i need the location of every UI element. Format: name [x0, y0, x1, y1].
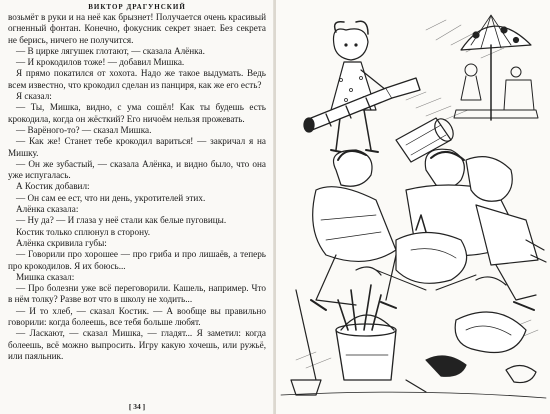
- paragraph: — Ласкают, — сказал Мишка, — гладят... Я заметил: когда болеешь, всё можно выпросить. Игру какую хочешь, или ружьё, или паяльник.: [8, 328, 266, 361]
- page-number: [ 34 ]: [128, 402, 146, 411]
- paragraph: Алёнка скривила губы:: [16, 237, 107, 248]
- ground-line: [281, 392, 546, 398]
- paragraph: возьмёт в руки и на неё как брызнет! Получается очень красивый огненный фонтан. Конечно, фокусник секрет знает. Без секрета не берись, ничего не получится.: [8, 12, 266, 45]
- running-head: ВИКТОР ДРАГУНСКИЙ: [88, 3, 186, 11]
- body-text: [8, 12, 266, 362]
- paragraph: Мишка сказал:: [16, 271, 75, 282]
- paragraph: Я сказал:: [16, 91, 52, 102]
- umbrella: [461, 15, 531, 120]
- left-page: [0, 0, 274, 414]
- children-group: [311, 149, 538, 310]
- girl-figure: [331, 21, 386, 152]
- paragraph: А Костик добавил:: [16, 181, 90, 192]
- illustration: [276, 0, 550, 414]
- paragraph: — Он же зубастый, — сказала Алёнка, и видно было, что она уже испугалась.: [8, 158, 266, 181]
- bucket: [336, 285, 396, 380]
- right-page: [276, 0, 550, 414]
- paragraph: — Как же! Станет тебе крокодил вариться! — закричал я на Мишку.: [8, 136, 266, 158]
- paragraph: — И то хлеб, — сказал Костик. — А вообще вы правильно говорили: когда болеешь, все тебя больше любят.: [8, 305, 266, 328]
- paragraph: Алёнка сказала:: [16, 204, 79, 215]
- paragraph: — Ты, Мишка, видно, с ума сошёл! Как ты будешь есть крокодила, когда он жёсткий? Его ничоём нельзя прожевать.: [8, 102, 266, 124]
- paragraph: — Варёного-то? — сказал Мишка.: [16, 124, 152, 135]
- paragraph: — Говорили про хорошее — про гриба и про лишаёв, а теперь про крокодилов. Я их боюсь...: [8, 249, 266, 271]
- paragraph: — Ну да? — И глаза у неё стали как белые пуговицы.: [16, 215, 227, 226]
- paragraph: — Про болезни уже всё переговорили. Кашель, например. Что в нём толку? Разве вот что в школу не ходить...: [8, 283, 266, 305]
- paragraph: — В цирке лягушек глотают, — сказала Алёнка.: [16, 45, 205, 56]
- paragraph: — Он сам ее ест, что ни день, укротителей этих.: [16, 192, 206, 203]
- paragraph: — И крокодилов тоже! — добавил Мишка.: [16, 57, 185, 68]
- paragraph: Я прямо покатился от хохота. Надо же такое выдумать. Ведь всем известно, что крокодил сделан из панциря, как же его есть?: [8, 68, 266, 90]
- background-figures: [454, 64, 538, 118]
- paragraph: Костик только сплюнул в сторону.: [16, 226, 150, 237]
